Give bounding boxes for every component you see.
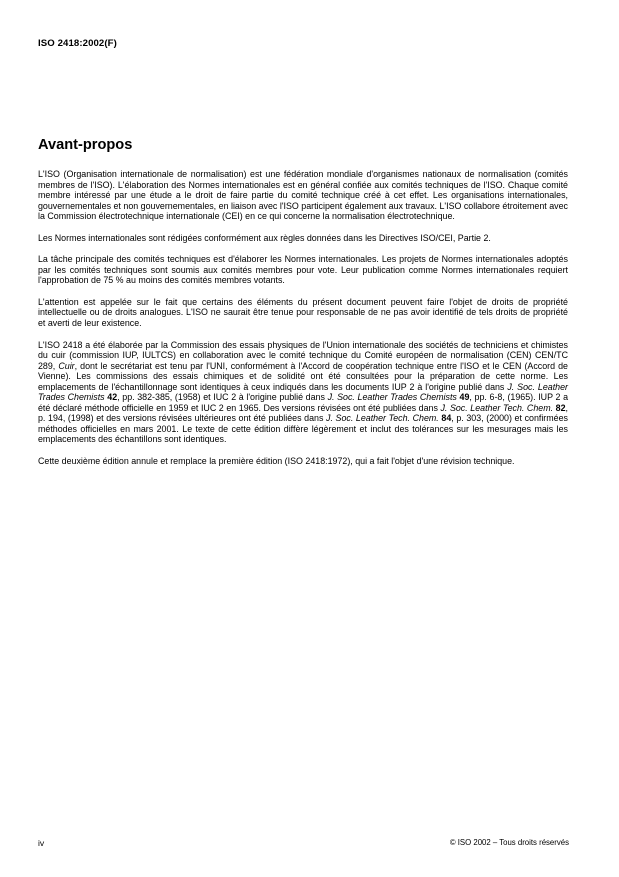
journal-title-italic: J. Soc. Leather Tech. Chem. bbox=[440, 402, 554, 413]
text-segment: , dont le secrétariat est tenu par l'UNI, conformément à l'Accord de coopération technique entre l'ISO et le CEN (Accord de Vienne). Les commissions des essais chimiques et de solidité ont été consultées pour la préparation de cette norme. Les emplacements de l'échantillonnage sont identiques à ceux indiqués dans les documents IUP 2 à l'origine publié dans bbox=[38, 360, 568, 392]
text-segment: , pp. 382-385, (1958) et IUC 2 à l'origine publié dans bbox=[117, 392, 328, 403]
paragraph-iso-2418-preparation bbox=[38, 340, 568, 445]
journal-title-italic: J. Soc. Leather Trades Chemists bbox=[327, 392, 457, 403]
text-segment: , p. 303, (2000) et confirmées méthodes officielles en mars 2001. Le texte de cette édition diffère légèrement et inclut des tolérances sur les mesurages mais les emplacements des échantillons sont identiques. bbox=[38, 413, 568, 445]
foreword-content bbox=[38, 169, 568, 467]
journal-title-italic: J. Soc. Leather Tech. Chem. bbox=[326, 413, 439, 424]
section-title: Avant-propos bbox=[38, 137, 133, 153]
text-segment: , pp. 6-8, (1965). IUP 2 a été déclaré méthode officielle en 1959 et IUC 2 en 1965. Des versions révisées ont été publiées dans bbox=[38, 392, 569, 413]
paragraph-directives: Les Normes internationales sont rédigées conformément aux règles données dans les Directives ISO/CEI, Partie 2. bbox=[38, 232, 491, 243]
journal-volume-bold: 42 bbox=[107, 392, 118, 403]
paragraph-iso-organisation: L'ISO (Organisation internationale de normalisation) est une fédération mondiale d'organismes nationaux de normalisation (comités membres de l'ISO). L'élaboration des Normes internationales est en général confiée aux comités techniques de l'ISO. Chaque comité membre intéressé par une étude a le droit de faire partie du comité technique créé à cet effet. Les organisations internationales, gouvernementales et non gouvernementales, en liaison avec l'ISO participent également aux travaux. L'ISO collabore étroitement avec la Commission électrotechnique internationale (CEI) en ce qui concerne la normalisation électrotechnique. bbox=[38, 169, 568, 222]
text-segment: , p. 194, (1998) et des versions révisées ultérieures ont été publiées dans bbox=[38, 402, 568, 424]
paragraph-edition-note: Cette deuxième édition annule et remplace la première édition (ISO 2418:1972), qui a fait l'objet d'une révision technique. bbox=[38, 456, 515, 467]
document-id-header: ISO 2418:2002(F) bbox=[38, 38, 117, 49]
copyright-notice: © ISO 2002 – Tous droits réservés bbox=[449, 838, 569, 847]
committee-name-italic: Cuir bbox=[58, 360, 75, 371]
paragraph-patent-rights: L'attention est appelée sur le fait que certains des éléments du présent document peuvent faire l'objet de droits de propriété intellectuelle ou de droits analogues. L'ISO ne saurait être tenue pour responsable de ne pas avoir identifié de tels droits de propriété et averti de leur existence. bbox=[38, 296, 568, 329]
text-segment: L'ISO 2418 a été élaborée par la Commission des essais physiques de l'Union internationale des sociétés de techniciens et chimistes du cuir (commission IUP, IULTCS) en collaboration avec le comité technique du Comité européen de normalisation (CEN) CEN/TC 289, bbox=[38, 339, 568, 371]
journal-title-italic: J. Soc. Leather Trades Chemists bbox=[38, 381, 568, 403]
journal-volume-bold: 84 bbox=[441, 413, 452, 424]
journal-volume-bold: 49 bbox=[459, 392, 470, 403]
paragraph-technical-committees: La tâche principale des comités techniques est d'élaborer les Normes internationales. Les projets de Normes internationales adoptés par les comités techniques sont soumis aux comités membres pour vote. Leur publication comme Normes internationales requiert l'approbation de 75 % au moins des comités membres votants. bbox=[38, 254, 568, 286]
journal-volume-bold: 82 bbox=[555, 402, 566, 413]
page-number: iv bbox=[38, 838, 45, 848]
